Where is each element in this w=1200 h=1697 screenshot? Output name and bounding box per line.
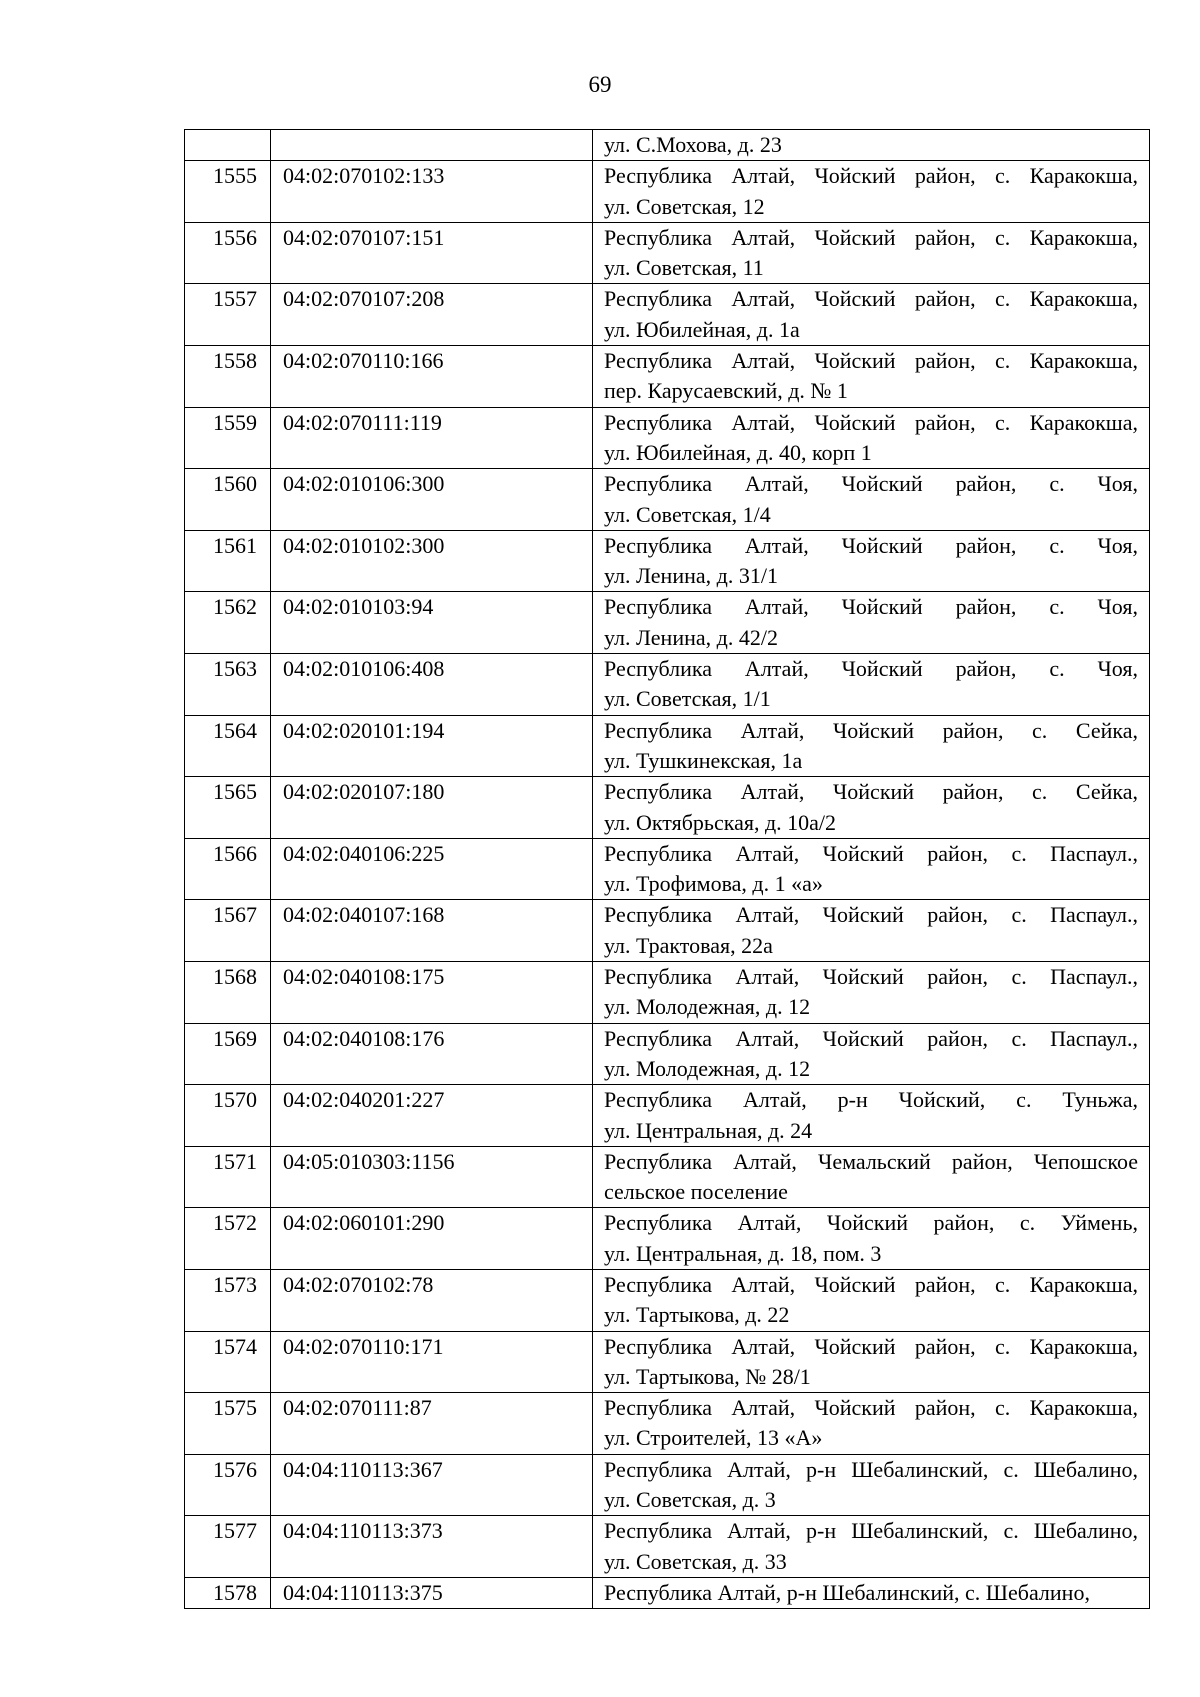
row-number-cell: 1576	[185, 1454, 271, 1516]
address-line-2: ул. Ленина, д. 42/2	[604, 624, 778, 650]
address-cell	[593, 407, 1150, 469]
cadastral-number-cell: 04:02:040107:168	[271, 900, 593, 962]
cadastral-number-cell: 04:02:040108:175	[271, 962, 593, 1024]
address-cell	[593, 838, 1150, 900]
table-row	[185, 1208, 1150, 1270]
address-line-1: Республика Алтай, Чойский район, с. Чоя,	[604, 656, 1138, 682]
table-row	[185, 1085, 1150, 1147]
page-number: 69	[588, 72, 612, 97]
row-number-cell: 1566	[185, 838, 271, 900]
address-line-1: Республика Алтай, Чойский район, с. Паспаул.,	[604, 964, 1138, 990]
address-cell	[593, 592, 1150, 654]
table-row	[185, 161, 1150, 223]
cadastral-number-cell: 04:02:020101:194	[271, 715, 593, 777]
address-cell	[593, 1516, 1150, 1578]
row-number-cell	[185, 130, 271, 161]
address-line-1: Республика Алтай, Чойский район, с. Уймень,	[604, 1210, 1138, 1236]
address-line-1: Республика Алтай, Чойский район, с. Чоя,	[604, 471, 1138, 497]
row-number-cell: 1574	[185, 1331, 271, 1393]
cadastral-number-cell: 04:02:070107:151	[271, 222, 593, 284]
address-line-1: Республика Алтай, р-н Шебалинский, с. Шебалино,	[604, 1518, 1138, 1544]
table-row	[185, 900, 1150, 962]
row-number-cell: 1561	[185, 530, 271, 592]
row-number-cell: 1572	[185, 1208, 271, 1270]
address-line-2: ул. Тартыкова, д. 22	[604, 1302, 790, 1328]
address-line-1: Республика Алтай, Чойский район, с. Каракокша,	[604, 224, 1138, 250]
address-cell	[593, 777, 1150, 839]
cadastral-number-cell: 04:02:020107:180	[271, 777, 593, 839]
table-row	[185, 222, 1150, 284]
address-cell	[593, 284, 1150, 346]
address-line-1: Республика Алтай, р-н Шебалинский, с. Шебалино,	[604, 1456, 1138, 1482]
register-table-body	[185, 130, 1150, 1609]
cadastral-number-cell: 04:02:070107:208	[271, 284, 593, 346]
address-cell	[593, 715, 1150, 777]
address-line-1: Республика Алтай, Чойский район, с. Сейка,	[604, 717, 1138, 743]
address-line-2: ул. Трофимова, д. 1 «а»	[604, 871, 823, 897]
cadastral-number-cell: 04:04:110113:375	[271, 1577, 593, 1608]
address-line-1: Республика Алтай, Чойский район, с. Каракокша,	[604, 286, 1138, 312]
address-line-2: ул. Юбилейная, д. 1а	[604, 316, 800, 342]
table-row	[185, 130, 1150, 161]
cadastral-number-cell: 04:02:070111:119	[271, 407, 593, 469]
cadastral-number-cell: 04:02:070102:133	[271, 161, 593, 223]
address-line-1: Республика Алтай, Чойский район, с. Каракокша,	[604, 1333, 1138, 1359]
table-row	[185, 777, 1150, 839]
property-register-table	[184, 129, 1150, 1609]
cadastral-number-cell	[271, 130, 593, 161]
address-line-2: ул. Советская, д. 33	[604, 1548, 787, 1574]
table-row	[185, 1516, 1150, 1578]
address-line-2: пер. Карусаевский, д. № 1	[604, 378, 848, 404]
address-line-1: Республика Алтай, Чойский район, с. Паспаул.,	[604, 1025, 1138, 1051]
cadastral-number-cell: 04:02:060101:290	[271, 1208, 593, 1270]
address-cell	[593, 222, 1150, 284]
cadastral-number-cell: 04:02:070110:171	[271, 1331, 593, 1393]
row-number-cell: 1575	[185, 1393, 271, 1455]
cadastral-number-cell: 04:02:010103:94	[271, 592, 593, 654]
row-number-cell: 1556	[185, 222, 271, 284]
address-cell	[593, 1331, 1150, 1393]
address-cell	[593, 654, 1150, 716]
cadastral-number-cell: 04:02:010106:300	[271, 469, 593, 531]
table-row	[185, 1023, 1150, 1085]
address-cell	[593, 1577, 1150, 1608]
address-line-2: ул. Тушкинекская, 1а	[604, 747, 803, 773]
address-cell	[593, 469, 1150, 531]
row-number-cell: 1563	[185, 654, 271, 716]
row-number-cell: 1562	[185, 592, 271, 654]
table-row	[185, 715, 1150, 777]
address-line-2: ул. Молодежная, д. 12	[604, 994, 811, 1020]
address-cell	[593, 161, 1150, 223]
row-number-cell: 1573	[185, 1269, 271, 1331]
address-line-1: ул. С.Мохова, д. 23	[604, 132, 782, 157]
cadastral-number-cell: 04:02:040108:176	[271, 1023, 593, 1085]
cadastral-number-cell: 04:04:110113:373	[271, 1516, 593, 1578]
cadastral-number-cell: 04:02:010106:408	[271, 654, 593, 716]
table-row	[185, 654, 1150, 716]
row-number-cell: 1571	[185, 1146, 271, 1208]
address-line-2: ул. Советская, 11	[604, 255, 764, 281]
row-number-cell: 1555	[185, 161, 271, 223]
table-row	[185, 530, 1150, 592]
address-line-1: Республика Алтай, р-н Шебалинский, с. Шебалино,	[604, 1579, 1090, 1605]
table-row	[185, 1331, 1150, 1393]
table-row	[185, 1393, 1150, 1455]
address-line-1: Республика Алтай, Чойский район, с. Сейка,	[604, 779, 1138, 805]
address-line-2: сельское поселение	[604, 1179, 788, 1205]
cadastral-number-cell: 04:02:070111:87	[271, 1393, 593, 1455]
address-cell	[593, 962, 1150, 1024]
address-line-1: Республика Алтай, Чойский район, с. Чоя,	[604, 594, 1138, 620]
row-number-cell: 1569	[185, 1023, 271, 1085]
row-number-cell: 1565	[185, 777, 271, 839]
cadastral-number-cell: 04:05:010303:1156	[271, 1146, 593, 1208]
address-cell	[593, 1269, 1150, 1331]
row-number-cell: 1578	[185, 1577, 271, 1608]
table-row	[185, 838, 1150, 900]
address-cell	[593, 900, 1150, 962]
table-row	[185, 346, 1150, 408]
address-line-2: ул. Советская, 1/4	[604, 501, 771, 527]
address-cell	[593, 1023, 1150, 1085]
address-line-1: Республика Алтай, Чойский район, с. Паспаул.,	[604, 840, 1138, 866]
address-cell	[593, 130, 1150, 161]
row-number-cell: 1560	[185, 469, 271, 531]
cadastral-number-cell: 04:02:070102:78	[271, 1269, 593, 1331]
address-line-1: Республика Алтай, Чойский район, с. Паспаул.,	[604, 902, 1138, 928]
cadastral-number-cell: 04:02:070110:166	[271, 346, 593, 408]
address-cell	[593, 1146, 1150, 1208]
address-line-2: ул. Тартыкова, № 28/1	[604, 1363, 811, 1389]
address-line-2: ул. Строителей, 13 «А»	[604, 1425, 823, 1451]
address-line-2: ул. Ленина, д. 31/1	[604, 563, 778, 589]
address-line-2: ул. Октябрьская, д. 10а/2	[604, 809, 837, 835]
address-line-1: Республика Алтай, Чойский район, с. Каракокша,	[604, 1395, 1138, 1421]
row-number-cell: 1568	[185, 962, 271, 1024]
address-line-2: ул. Советская, 12	[604, 193, 765, 219]
address-line-2: ул. Юбилейная, д. 40, корп 1	[604, 439, 872, 465]
table-row	[185, 962, 1150, 1024]
table-row	[185, 1454, 1150, 1516]
row-number-cell: 1577	[185, 1516, 271, 1578]
cadastral-number-cell: 04:04:110113:367	[271, 1454, 593, 1516]
table-row	[185, 469, 1150, 531]
cadastral-number-cell: 04:02:040201:227	[271, 1085, 593, 1147]
table-row	[185, 1577, 1150, 1608]
address-cell	[593, 1085, 1150, 1147]
address-line-1: Республика Алтай, Чойский район, с. Каракокша,	[604, 1271, 1138, 1297]
address-line-1: Республика Алтай, Чойский район, с. Каракокша,	[604, 163, 1138, 189]
address-line-2: ул. Центральная, д. 18, пом. 3	[604, 1240, 882, 1266]
table-row	[185, 1269, 1150, 1331]
address-line-2: ул. Трактовая, 22а	[604, 932, 773, 958]
table-row	[185, 407, 1150, 469]
table-row	[185, 284, 1150, 346]
address-cell	[593, 1393, 1150, 1455]
address-line-2: ул. Советская, д. 3	[604, 1487, 776, 1513]
cadastral-number-cell: 04:02:010102:300	[271, 530, 593, 592]
table-row	[185, 592, 1150, 654]
address-line-2: ул. Советская, 1/1	[604, 686, 771, 712]
address-line-2: ул. Центральная, д. 24	[604, 1117, 813, 1143]
address-cell	[593, 1454, 1150, 1516]
address-line-1: Республика Алтай, Чойский район, с. Каракокша,	[604, 348, 1138, 374]
address-line-1: Республика Алтай, Чойский район, с. Каракокша,	[604, 409, 1138, 435]
address-cell	[593, 530, 1150, 592]
row-number-cell: 1567	[185, 900, 271, 962]
address-line-1: Республика Алтай, Чемальский район, Чепошское	[604, 1148, 1138, 1174]
cadastral-number-cell: 04:02:040106:225	[271, 838, 593, 900]
table-row	[185, 1146, 1150, 1208]
row-number-cell: 1558	[185, 346, 271, 408]
address-line-1: Республика Алтай, Чойский район, с. Чоя,	[604, 532, 1138, 558]
row-number-cell: 1564	[185, 715, 271, 777]
row-number-cell: 1559	[185, 407, 271, 469]
address-line-2: ул. Молодежная, д. 12	[604, 1055, 811, 1081]
address-line-1: Республика Алтай, р-н Чойский, с. Туньжа,	[604, 1087, 1138, 1113]
address-cell	[593, 1208, 1150, 1270]
row-number-cell: 1570	[185, 1085, 271, 1147]
address-cell	[593, 346, 1150, 408]
row-number-cell: 1557	[185, 284, 271, 346]
